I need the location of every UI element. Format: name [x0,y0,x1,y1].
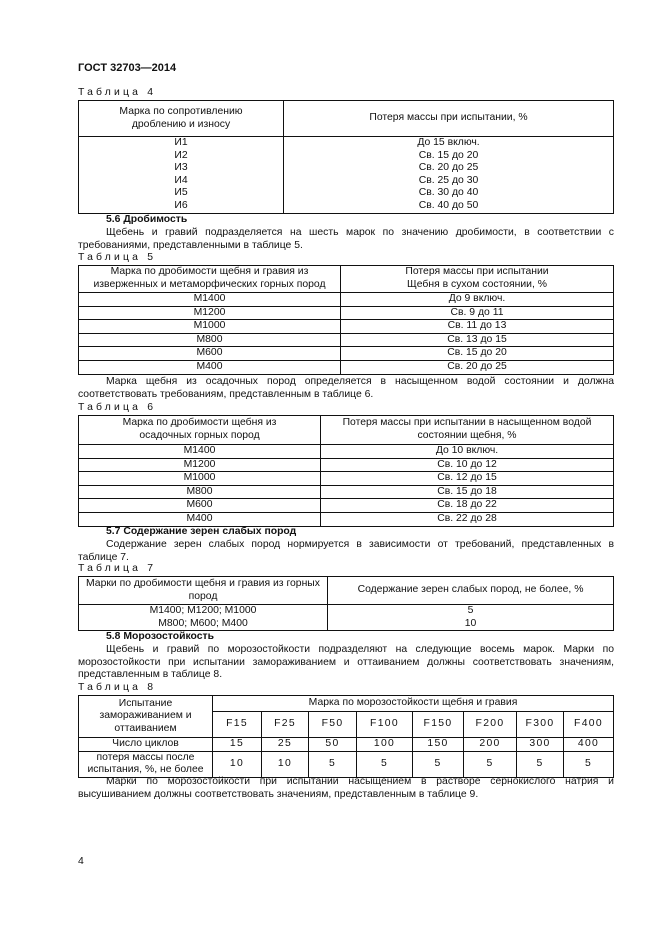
value-cell: 25 [262,738,309,752]
value-cell: 10 [262,751,309,777]
value-cell: 5 [564,751,614,777]
value-cell: 5 [413,751,464,777]
grade-header-cell: F150 [413,712,464,738]
section-5-6-paragraph: Щебень и гравий подразделяется на шесть марок по значению дробимости, в соответствии с требованиями, представленными в таблице 5. [78,227,614,251]
section-5-8-heading: 5.8 Морозостойкость [106,631,214,642]
table4 [78,100,614,214]
table8 [78,695,614,778]
table6-header-loss: Потеря массы при испытании в насыщенном водой состоянии щебня, % [321,416,614,445]
table7-header-content: Содержание зерен слабых пород, не более, % [328,577,614,605]
value-cell: 300 [517,738,564,752]
value-cell: До 9 включ. [341,293,614,307]
grade-cell: М600 [79,347,341,361]
value-cell: Св. 18 до 22 [321,499,614,513]
grade-cell: М600 [79,499,321,513]
table4-caption: Таблица 4 [78,87,157,98]
table-row [79,200,614,213]
value-cell: 200 [464,738,517,752]
grade-cell: М800 [79,485,321,499]
table-row [79,347,614,361]
value-cell: Св. 15 до 20 [341,347,614,361]
grade-cell: И6 [79,200,284,213]
value-cell: 400 [564,738,614,752]
grade-header-cell: F25 [262,712,309,738]
table-row [79,499,614,513]
value-cell: 10 [328,618,614,631]
table-row [79,333,614,347]
value-cell: 5 [464,751,517,777]
table-row [79,293,614,307]
table-row [79,751,614,777]
grade-header-cell: F50 [309,712,357,738]
grade-cell: И5 [79,187,284,200]
table5-body [79,293,614,375]
value-cell: Св. 10 до 12 [321,458,614,472]
value-cell: Св. 20 до 25 [341,360,614,374]
table-row [79,360,614,374]
table6-header-grade: Марка по дробимости щебня из осадочных горных пород [79,416,321,445]
value-cell: До 15 включ. [284,137,614,150]
table8-group-header: Марка по морозостойкости щебня и гравия [213,696,614,712]
table-row [79,618,614,631]
grade-header-cell: F100 [357,712,413,738]
table8-corner-header: Испытание замораживанием и оттаиванием [79,696,213,738]
table-row [79,738,614,752]
value-cell: Св. 30 до 40 [284,187,614,200]
table4-header-grade: Марка по сопротивлению дроблению и износу [79,101,284,137]
table-row [79,137,614,150]
grade-cell: М400 [79,512,321,526]
table5-header-grade: Марка по дробимости щебня и гравия из изверженных и метаморфических горных пород [79,266,341,293]
sulfate-paragraph: Марки по морозостойкости при испытании насыщением в растворе сернокислого натрия и высушиванием должны соответствовать значениям, представленным в таблице 9. [78,776,614,800]
grade-cell: М1400 [79,445,321,459]
table-row [79,320,614,334]
value-cell: 5 [309,751,357,777]
table-row [79,187,614,200]
table7 [78,576,614,631]
table6 [78,415,614,527]
value-cell: 5 [328,605,614,618]
row-label-cell: Число циклов [79,738,213,752]
grade-cell: М800; М600; М400 [79,618,328,631]
grade-header-cell: F400 [564,712,614,738]
grade-cell: М1200 [79,458,321,472]
table8-body [79,738,614,778]
table-row [79,162,614,175]
table-row [79,150,614,163]
document-header: ГОСТ 32703—2014 [78,62,177,74]
table-row [79,605,614,618]
table-row [79,472,614,486]
value-cell: 150 [413,738,464,752]
table8-caption: Таблица 8 [78,682,157,693]
table4-header-loss: Потеря массы при испытании, % [284,101,614,137]
value-cell: Св. 15 до 18 [321,485,614,499]
value-cell: 15 [213,738,262,752]
grade-cell: М1000 [79,320,341,334]
value-cell: До 10 включ. [321,445,614,459]
table5-header-loss: Потеря массы при испытании Щебня в сухом состоянии, % [341,266,614,293]
table6-body [79,445,614,527]
value-cell: Св. 25 до 30 [284,175,614,188]
row-label-cell: потеря массы после испытания, %, не более [79,751,213,777]
value-cell: Св. 12 до 15 [321,472,614,486]
value-cell: Св. 15 до 20 [284,150,614,163]
grade-cell: И4 [79,175,284,188]
value-cell: Св. 11 до 13 [341,320,614,334]
value-cell: Св. 22 до 28 [321,512,614,526]
grade-header-cell: F300 [517,712,564,738]
value-cell: Св. 40 до 50 [284,200,614,213]
grade-cell: М400 [79,360,341,374]
table-row [79,512,614,526]
grade-cell: М1200 [79,306,341,320]
table-row [79,458,614,472]
value-cell: 50 [309,738,357,752]
grade-header-cell: F15 [213,712,262,738]
table4-body [79,137,614,214]
table-row [79,485,614,499]
section-5-6-heading: 5.6 Дробимость [106,214,188,225]
value-cell: 5 [357,751,413,777]
page-number: 4 [78,856,84,867]
grade-cell: И1 [79,137,284,150]
table7-header-grade: Марки по дробимости щебня и гравия из горных пород [79,577,328,605]
table5-caption: Таблица 5 [78,252,157,263]
grade-cell: И2 [79,150,284,163]
section-5-8-paragraph: Щебень и гравий по морозостойкости подразделяют на следующие восемь марок. Марки по морозостойкости при испытании замораживанием и оттаиванием должны соответствовать значениям, представленным в таблице 8. [78,644,614,681]
sedimentary-paragraph: Марка щебня из осадочных пород определяется в насыщенном водой состоянии и должна соответствовать требованиям, представленным в таблице 6. [78,376,614,400]
grade-cell: М800 [79,333,341,347]
value-cell: 5 [517,751,564,777]
grade-cell: М1400 [79,293,341,307]
section-5-7-paragraph: Содержание зерен слабых пород нормируется в зависимости от требований, представленных в таблице 7. [78,539,614,563]
grade-header-cell: F200 [464,712,517,738]
section-5-7-heading: 5.7 Содержание зерен слабых пород [106,526,297,537]
table-row [79,175,614,188]
value-cell: 100 [357,738,413,752]
grade-cell: М1000 [79,472,321,486]
value-cell: 10 [213,751,262,777]
value-cell: Св. 13 до 15 [341,333,614,347]
value-cell: Св. 9 до 11 [341,306,614,320]
value-cell: Св. 20 до 25 [284,162,614,175]
table-row [79,445,614,459]
grade-cell: М1400; М1200; М1000 [79,605,328,618]
table7-caption: Таблица 7 [78,563,157,574]
table-row [79,306,614,320]
table6-caption: Таблица 6 [78,402,157,413]
table7-body [79,605,614,631]
table5 [78,265,614,375]
grade-cell: И3 [79,162,284,175]
